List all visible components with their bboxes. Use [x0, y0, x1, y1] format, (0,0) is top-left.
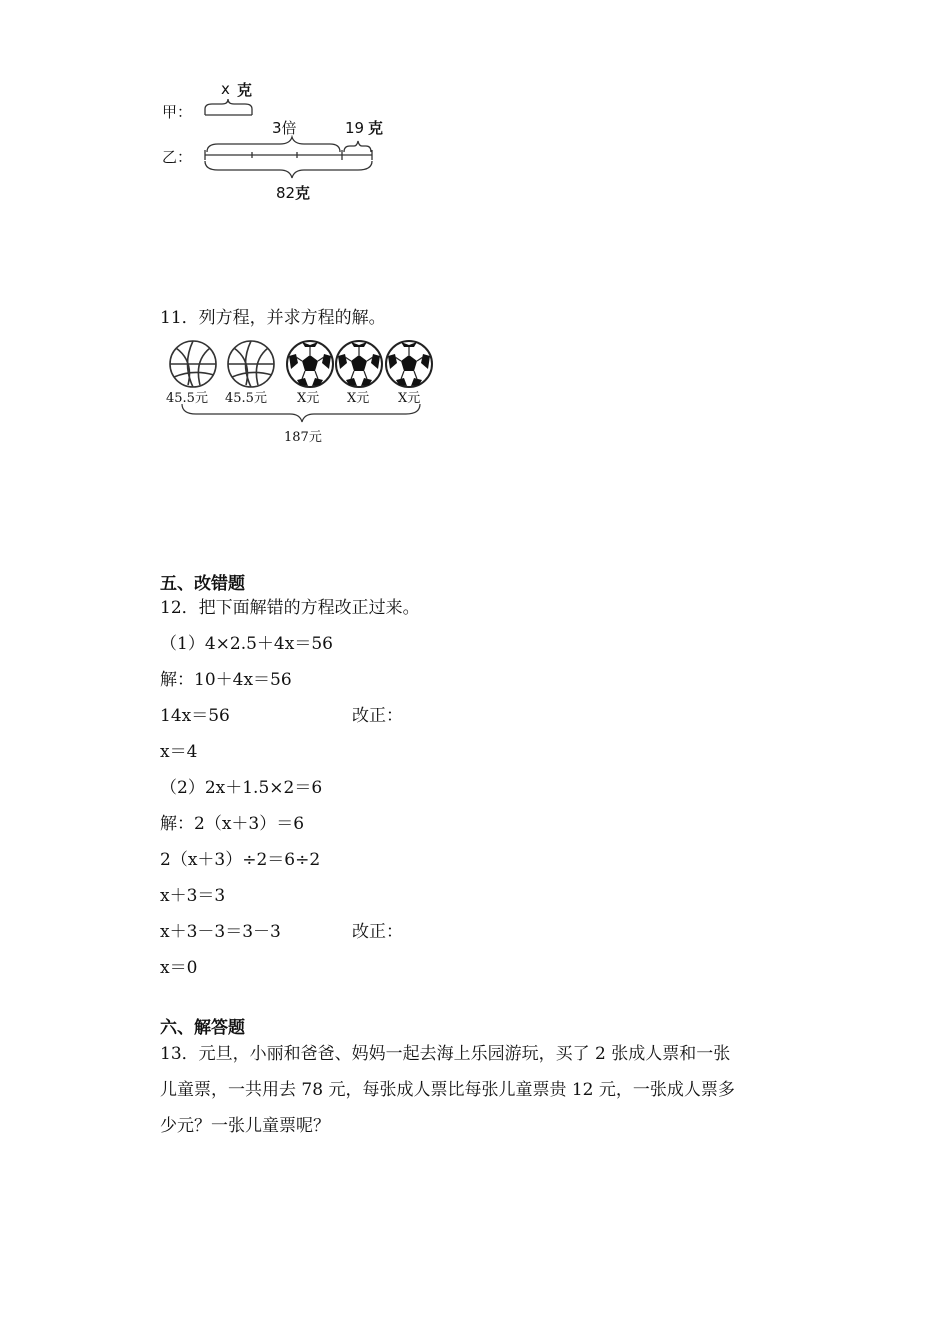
- segment-lines: [0, 0, 950, 220]
- times-label: 3倍: [272, 119, 297, 137]
- soccer-ball-icon: [334, 339, 384, 389]
- total-value-label: 82: [276, 184, 296, 202]
- soccer-ball-icon: [285, 339, 335, 389]
- extra-value-label: 19: [345, 119, 365, 137]
- x-value-label: x: [221, 80, 230, 98]
- extra-unit-label: 克: [368, 119, 384, 137]
- equation-line: x＋3＝3: [160, 886, 226, 906]
- total-unit-label: 克: [295, 184, 311, 202]
- equation-line: x＝4: [160, 742, 198, 762]
- equation-line: （1）4×2.5＋4x＝56: [160, 634, 333, 654]
- label-jia: 甲：: [162, 103, 193, 121]
- question-12-text: 12．把下面解错的方程改正过来。: [160, 598, 420, 618]
- label-yi: 乙：: [162, 148, 193, 166]
- correction-label: 改正：: [352, 922, 403, 942]
- correction-label: 改正：: [352, 706, 403, 726]
- basketball-icon: [168, 339, 218, 389]
- equation-line: 14x＝56: [160, 706, 230, 726]
- equation-line: 解：2（x＋3）＝6: [160, 814, 305, 834]
- ball-price-label: 45.5元: [166, 391, 208, 406]
- basketball-icon: [226, 339, 276, 389]
- total-price-label: 187元: [284, 430, 322, 445]
- equation-line: （2）2x＋1.5×2＝6: [160, 778, 323, 798]
- equation-line: x＋3－3＝3－3: [160, 922, 281, 942]
- section-6-heading: 六、解答题: [160, 1018, 245, 1038]
- ball-price-label: X元: [398, 391, 421, 406]
- ball-price-label: 45.5元: [225, 391, 267, 406]
- soccer-ball-icon: [384, 339, 434, 389]
- question-13-line: 少元？一张儿童票呢？: [160, 1116, 330, 1136]
- ball-price-label: X元: [297, 391, 320, 406]
- question-11-text: 11．列方程，并求方程的解。: [160, 308, 386, 328]
- section-5-heading: 五、改错题: [160, 574, 245, 594]
- question-13-line: 13．元旦，小丽和爸爸、妈妈一起去海上乐园游玩，买了 2 张成人票和一张: [160, 1044, 731, 1064]
- equation-line: 解：10＋4x＝56: [160, 670, 292, 690]
- ball-price-label: X元: [347, 391, 370, 406]
- equation-line: 2（x＋3）÷2＝6÷2: [160, 850, 321, 870]
- question-13-line: 儿童票，一共用去 78 元，每张成人票比每张儿童票贵 12 元，一张成人票多: [160, 1080, 735, 1100]
- equation-line: x＝0: [160, 958, 198, 978]
- x-unit-label: 克: [237, 81, 253, 99]
